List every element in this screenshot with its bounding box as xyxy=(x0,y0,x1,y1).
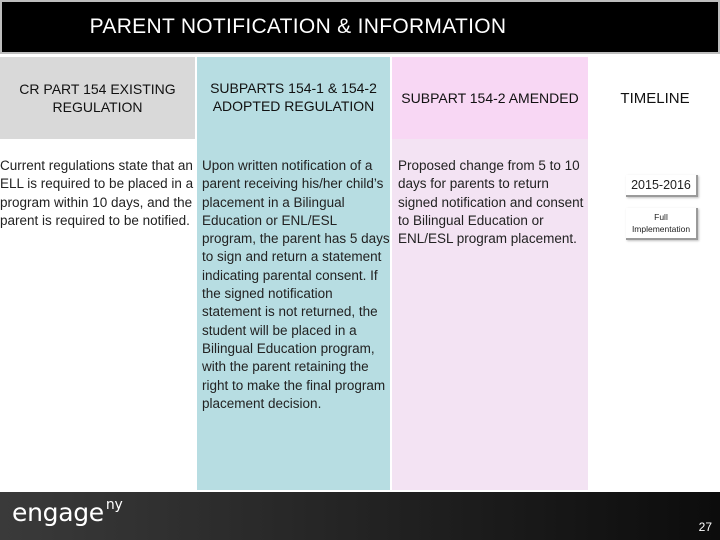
column-body: Upon written notification of a parent receiving his/her child’s placement in a Bilingual Education or ENL/ESL program, the parent has 5 days to sign and return a statement indicating parental consent. If the signed notification statement is not returned, the student will be placed in a Bilingual Education program, with the parent retaining the right to make the final program placement decision. xyxy=(202,158,390,411)
footer-bar xyxy=(0,492,720,540)
column-header: TIMELINE xyxy=(620,90,690,107)
column-amended xyxy=(392,57,588,490)
column-timeline xyxy=(590,57,720,490)
column-existing-regulation xyxy=(0,57,195,490)
logo-superscript: ny xyxy=(105,497,123,513)
column-header: SUBPART 154-2 AMENDED xyxy=(401,90,579,106)
column-header: SUBPARTS 154-1 & 154-2 ADOPTED REGULATION xyxy=(210,80,377,114)
slide-title: PARENT NOTIFICATION & INFORMATION xyxy=(89,15,507,38)
page-number: 27 xyxy=(698,520,712,534)
title-bar xyxy=(0,0,720,54)
engageny-logo xyxy=(12,498,122,527)
column-body: Current regulations state that an ELL is required to be placed in a program within 10 days, and the parent is required to be notified. xyxy=(0,158,194,228)
timeline-year-box: 2015-2016 xyxy=(626,175,698,197)
column-header: CR PART 154 EXISTING REGULATION xyxy=(19,81,176,115)
logo-text: engage xyxy=(12,498,104,527)
column-adopted-regulation xyxy=(197,57,390,490)
column-body: Proposed change from 5 to 10 days for parents to return signed notification and consent to Bilingual Education or ENL/ESL program placement. xyxy=(398,158,584,247)
timeline-implementation-box: Full Implementation xyxy=(626,208,698,240)
